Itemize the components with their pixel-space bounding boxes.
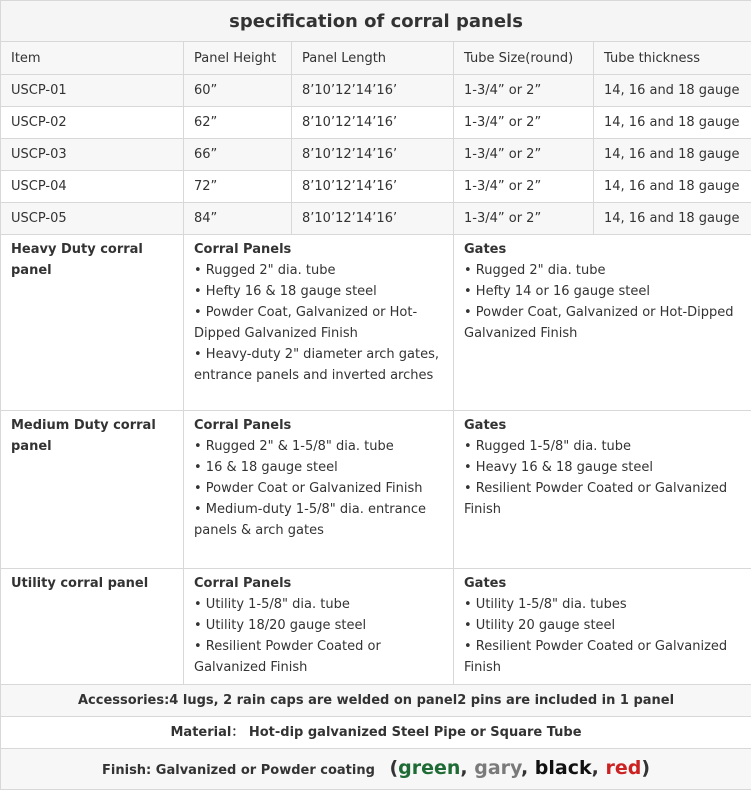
color-gary: gary bbox=[474, 756, 521, 779]
col-header-height: Panel Height bbox=[184, 42, 292, 75]
table-row bbox=[1, 75, 751, 107]
cell-tube-size: 1-3/4” or 2” bbox=[454, 203, 594, 235]
cell-height: 84” bbox=[184, 203, 292, 235]
comma: , bbox=[591, 756, 599, 779]
cell-thickness: 14, 16 and 18 gauge bbox=[594, 171, 751, 203]
cell-item: USCP-05 bbox=[1, 203, 184, 235]
desc-bullet: • Heavy 16 & 18 gauge steel bbox=[464, 460, 653, 475]
table-row bbox=[1, 203, 751, 235]
col-header-tube-size: Tube Size(round) bbox=[454, 42, 594, 75]
desc-bullet: • Powder Coat, Galvanized or Hot-Dipped Galvanized Finish bbox=[194, 305, 418, 341]
cell-height: 62” bbox=[184, 107, 292, 139]
finish-row bbox=[1, 749, 751, 790]
cell-height: 66” bbox=[184, 139, 292, 171]
desc-bullet: • Resilient Powder Coated or Galvanized Finish bbox=[194, 639, 381, 675]
material-text: Material： Hot-dip galvanized Steel Pipe or Square Tube bbox=[1, 717, 751, 749]
desc-title: Gates bbox=[464, 576, 507, 591]
cell-thickness: 14, 16 and 18 gauge bbox=[594, 203, 751, 235]
finish-colors bbox=[389, 757, 650, 779]
desc-title: Corral Panels bbox=[194, 242, 292, 257]
desc-bullet: • Resilient Powder Coated or Galvanized Finish bbox=[464, 639, 728, 675]
desc-bullet: • Resilient Powder Coated or Galvanized Finish bbox=[464, 481, 728, 517]
col-header-thickness: Tube thickness bbox=[594, 42, 751, 75]
duty-label: Heavy Duty corral panel bbox=[1, 235, 184, 411]
desc-title: Corral Panels bbox=[194, 576, 292, 591]
corral-panels-desc bbox=[184, 411, 454, 569]
desc-title: Gates bbox=[464, 418, 507, 433]
gates-desc bbox=[454, 235, 751, 411]
accessories-text: Accessories:4 lugs, 2 rain caps are welded on panel2 pins are included in 1 panel bbox=[1, 685, 751, 717]
cell-item: USCP-02 bbox=[1, 107, 184, 139]
desc-title: Corral Panels bbox=[194, 418, 292, 433]
table-row bbox=[1, 107, 751, 139]
comma: , bbox=[460, 756, 468, 779]
table-row bbox=[1, 139, 751, 171]
desc-bullet: • Powder Coat or Galvanized Finish bbox=[194, 481, 423, 496]
desc-bullet: • Rugged 2" dia. tube bbox=[194, 263, 336, 278]
desc-bullet: • Powder Coat, Galvanized or Hot-Dipped Galvanized Finish bbox=[464, 305, 734, 341]
desc-bullet: • Utility 20 gauge steel bbox=[464, 618, 616, 633]
cell-tube-size: 1-3/4” or 2” bbox=[454, 139, 594, 171]
cell-length: 8’10’12’14’16’ bbox=[292, 75, 454, 107]
gates-desc bbox=[454, 411, 751, 569]
cell-length: 8’10’12’14’16’ bbox=[292, 203, 454, 235]
material-row bbox=[1, 717, 751, 749]
duty-row-utility bbox=[1, 569, 751, 685]
cell-tube-size: 1-3/4” or 2” bbox=[454, 75, 594, 107]
finish-cell bbox=[1, 749, 751, 790]
cell-length: 8’10’12’14’16’ bbox=[292, 171, 454, 203]
desc-title: Gates bbox=[464, 242, 507, 257]
cell-item: USCP-04 bbox=[1, 171, 184, 203]
desc-bullet: • Hefty 16 & 18 gauge steel bbox=[194, 284, 377, 299]
desc-bullet: • Medium-duty 1-5/8" dia. entrance panels & arch gates bbox=[194, 502, 427, 538]
accessories-row bbox=[1, 685, 751, 717]
desc-bullet: • Utility 1-5/8" dia. tubes bbox=[464, 597, 627, 612]
corral-panels-desc bbox=[184, 235, 454, 411]
title-row bbox=[1, 1, 751, 42]
color-red: red bbox=[605, 756, 642, 779]
corral-panels-desc bbox=[184, 569, 454, 685]
cell-height: 60” bbox=[184, 75, 292, 107]
desc-bullet: • Rugged 2" & 1-5/8" dia. tube bbox=[194, 439, 394, 454]
desc-bullet: • Hefty 14 or 16 gauge steel bbox=[464, 284, 650, 299]
desc-bullet: • Rugged 1-5/8" dia. tube bbox=[464, 439, 632, 454]
desc-bullet: • Utility 1-5/8" dia. tube bbox=[194, 597, 350, 612]
table-title: specification of corral panels bbox=[1, 1, 751, 42]
finish-label: Finish: bbox=[102, 762, 152, 778]
color-green: green bbox=[398, 756, 461, 779]
cell-tube-size: 1-3/4” or 2” bbox=[454, 107, 594, 139]
cell-thickness: 14, 16 and 18 gauge bbox=[594, 139, 751, 171]
desc-bullet: • 16 & 18 gauge steel bbox=[194, 460, 338, 475]
col-header-length: Panel Length bbox=[292, 42, 454, 75]
paren-close: ) bbox=[641, 756, 651, 779]
header-row bbox=[1, 42, 751, 75]
cell-length: 8’10’12’14’16’ bbox=[292, 107, 454, 139]
cell-thickness: 14, 16 and 18 gauge bbox=[594, 75, 751, 107]
color-black: black bbox=[534, 756, 592, 779]
duty-row-medium bbox=[1, 411, 751, 569]
desc-bullet: • Rugged 2" dia. tube bbox=[464, 263, 606, 278]
comma: , bbox=[520, 756, 529, 779]
cell-tube-size: 1-3/4” or 2” bbox=[454, 171, 594, 203]
desc-bullet: • Utility 18/20 gauge steel bbox=[194, 618, 367, 633]
desc-bullet: • Heavy-duty 2" diameter arch gates, entrance panels and inverted arches bbox=[194, 347, 440, 383]
table-row bbox=[1, 171, 751, 203]
cell-thickness: 14, 16 and 18 gauge bbox=[594, 107, 751, 139]
cell-item: USCP-01 bbox=[1, 75, 184, 107]
col-header-item: Item bbox=[1, 42, 184, 75]
cell-length: 8’10’12’14’16’ bbox=[292, 139, 454, 171]
duty-label: Medium Duty corral panel bbox=[1, 411, 184, 569]
cell-height: 72” bbox=[184, 171, 292, 203]
cell-item: USCP-03 bbox=[1, 139, 184, 171]
duty-row-heavy bbox=[1, 235, 751, 411]
finish-text: Galvanized or Powder coating bbox=[155, 762, 375, 778]
duty-label: Utility corral panel bbox=[1, 569, 184, 685]
paren-open: ( bbox=[389, 756, 399, 779]
gates-desc bbox=[454, 569, 751, 685]
